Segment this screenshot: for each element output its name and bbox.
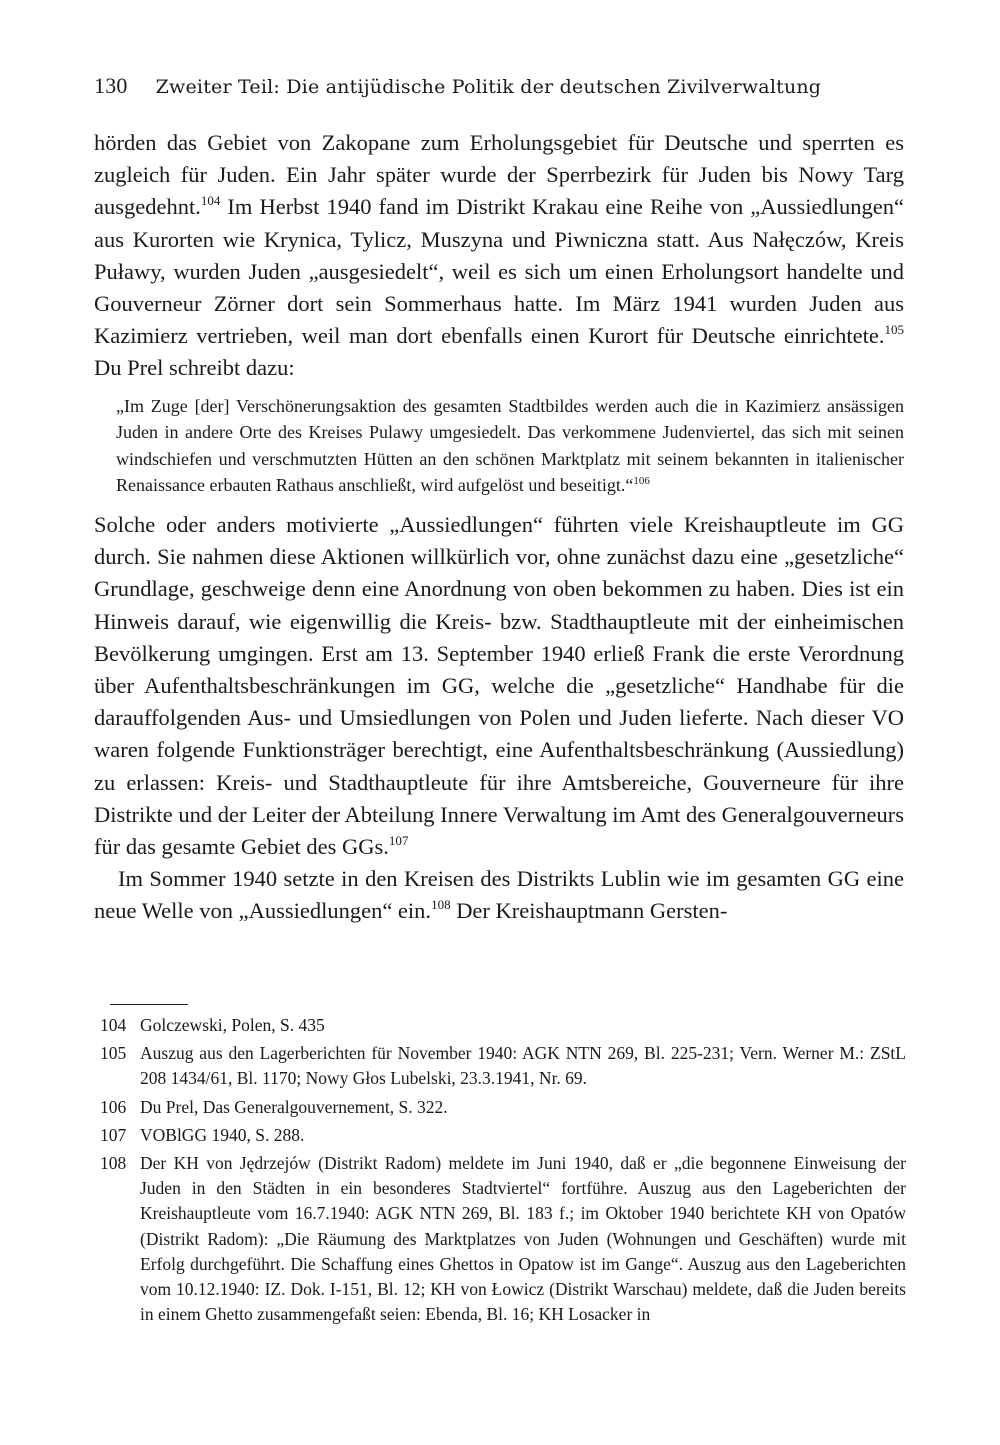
footnote-number: 107 xyxy=(100,1124,127,1145)
footnote-text: Golczewski, Polen, S. 435 xyxy=(140,1015,325,1035)
page-number: 130 xyxy=(94,73,128,98)
text-run: Im Herbst 1940 fand im Distrikt Krakau eine Reihe von „Aussiedlungen“ aus Kurorten wie Krynica, Tylicz, Muszyna und Piwniczna statt. Aus Nałęczów, Kreis Puławy, wurden Juden „ausgesiedelt“, weil es sich um einen Erholungsort handelte und Gouverneur Zörner dort sein Sommerhaus hatte. Im März 1941 wurden Juden aus Kazimierz vertrieben, weil man dort ebenfalls einen Kurort für Deutsche einrichtete. xyxy=(94,194,904,349)
footnote-ref: 104 xyxy=(200,193,221,209)
footnote-ref: 105 xyxy=(884,322,904,338)
footnote-text: Der KH von Jędrzejów (Distrikt Radom) meldete im Juni 1940, daß er „die begonnene Einweisung der Juden in den Städten in ein besonderes Stadtviertel“ fortführe. Auszug aus den Lageberichten der Kreishauptleute vom 16.7.1940: AGK NTN 269, Bl. 183 f.; im Oktober 1940 berichtete KH von Opatów (Distrikt Radom): „Die Räumung des Marktplatzes von Juden (Wohnungen und Geschäften) wurde mit Erfolg durchgeführt. Die Schaffung eines Ghettos in Opatow ist im Gange“. Auszug aus den Lageberichten vom 10.12.1940: IZ. Dok. I-151, Bl. 12; KH von Łowicz (Distrikt Warschau) meldete, daß die Juden bereits in einem Ghetto zusammengefaßt seien: Ebenda, Bl. 16; KH Losacker in xyxy=(140,1153,906,1325)
running-header xyxy=(94,72,914,101)
footnotes xyxy=(100,1013,906,1330)
footnote-number: 104 xyxy=(100,1015,127,1035)
footnote-separator xyxy=(110,1004,188,1005)
footnote-ref: 106 xyxy=(633,475,650,488)
quote-text: „Im Zuge [der] Verschönerungsaktion des gesamten Stadtbildes werden auch die in Kazimierz ansässigen Juden in andere Orte des Kreises Pulawy umgesiedelt. Das verkommene Judenviertel, das sich mit seinen windschiefen und verschmutzten Hütten an den schönen Marktplatz mit seinem bekannten in italienischer Renaissance erbauten Rathaus anschließt, wird aufgelöst und beseitigt.“ xyxy=(116,395,904,496)
paragraph xyxy=(94,863,904,927)
footnote-text: Auszug aus den Lagerberichten für November 1940: AGK NTN 269, Bl. 225-231; Vern. Werner M.: ZStL 208 1434/61, Bl. 1170; Nowy Głos Lubelski, 23.3.1941, Nr. 69. xyxy=(140,1043,906,1089)
footnote xyxy=(100,1151,906,1327)
footnote-number: 108 xyxy=(100,1153,127,1174)
text-run: Du Prel schreibt dazu: xyxy=(94,355,295,381)
footnote-number: 105 xyxy=(100,1043,127,1064)
footnote-number: 106 xyxy=(100,1096,127,1117)
text-run: hörden das Gebiet von Zakopane zum Erholungsgebiet für Deutsche und sperrten es zugleich für Juden. Ein Jahr später wurde der Sperrbezirk für Juden bis Nowy Targ ausgedehnt. xyxy=(94,130,904,220)
text-run: Im Sommer 1940 setzte in den Kreisen des Distrikts Lublin wie im gesamten GG eine neue Welle von „Aussiedlungen“ ein. xyxy=(94,866,904,924)
footnote-ref: 108 xyxy=(431,897,451,913)
footnote xyxy=(100,1123,906,1148)
footnote xyxy=(100,1041,906,1091)
main-text xyxy=(94,127,904,928)
footnote-ref: 107 xyxy=(388,833,409,849)
footnote-text: Du Prel, Das Generalgouvernement, S. 322. xyxy=(140,1096,448,1117)
block-quote xyxy=(116,393,904,499)
text-run: Der Kreishauptmann Gersten- xyxy=(450,898,728,924)
paragraph xyxy=(94,509,904,863)
footnote-text: VOBlGG 1940, S. 288. xyxy=(140,1124,305,1145)
text-run: Solche oder anders motivierte „Aussiedlungen“ führten viele Kreishauptleute im GG durch. Sie nahmen diese Aktionen willkürlich vor, ohne zunächst dazu eine „gesetzliche“ Grundlage, geschweige denn eine Anordnung von oben bekommen zu haben. Dies ist ein Hinweis darauf, wie eigenwillig die Kreis- bzw. Stadthauptleute mit der einheimischen Bevölkerung umgingen. Erst am 13. September 1940 erließ Frank die erste Verordnung über Aufenthaltsbeschränkungen im GG, welche die „gesetzliche“ Handhabe für die darauffolgenden Aus- und Umsiedlungen von Polen und Juden lieferte. Nach dieser VO waren folgende Funktionsträger berechtigt, eine Aufenthaltsbeschränkung (Aussiedlung) zu erlassen: Kreis- und Stadthauptleute für ihre Amtsbereiche, Gouverneure für ihre Distrikte und der Leiter der Abteilung Innere Verwaltung im Amt des Generalgouverneurs für das gesamte Gebiet des GGs. xyxy=(94,512,904,860)
paragraph xyxy=(94,127,904,385)
footnote xyxy=(100,1013,906,1038)
running-title: Zweiter Teil: Die antijüdische Politik der deutschen Zivilverwaltung xyxy=(155,76,822,98)
footnote xyxy=(100,1095,906,1120)
